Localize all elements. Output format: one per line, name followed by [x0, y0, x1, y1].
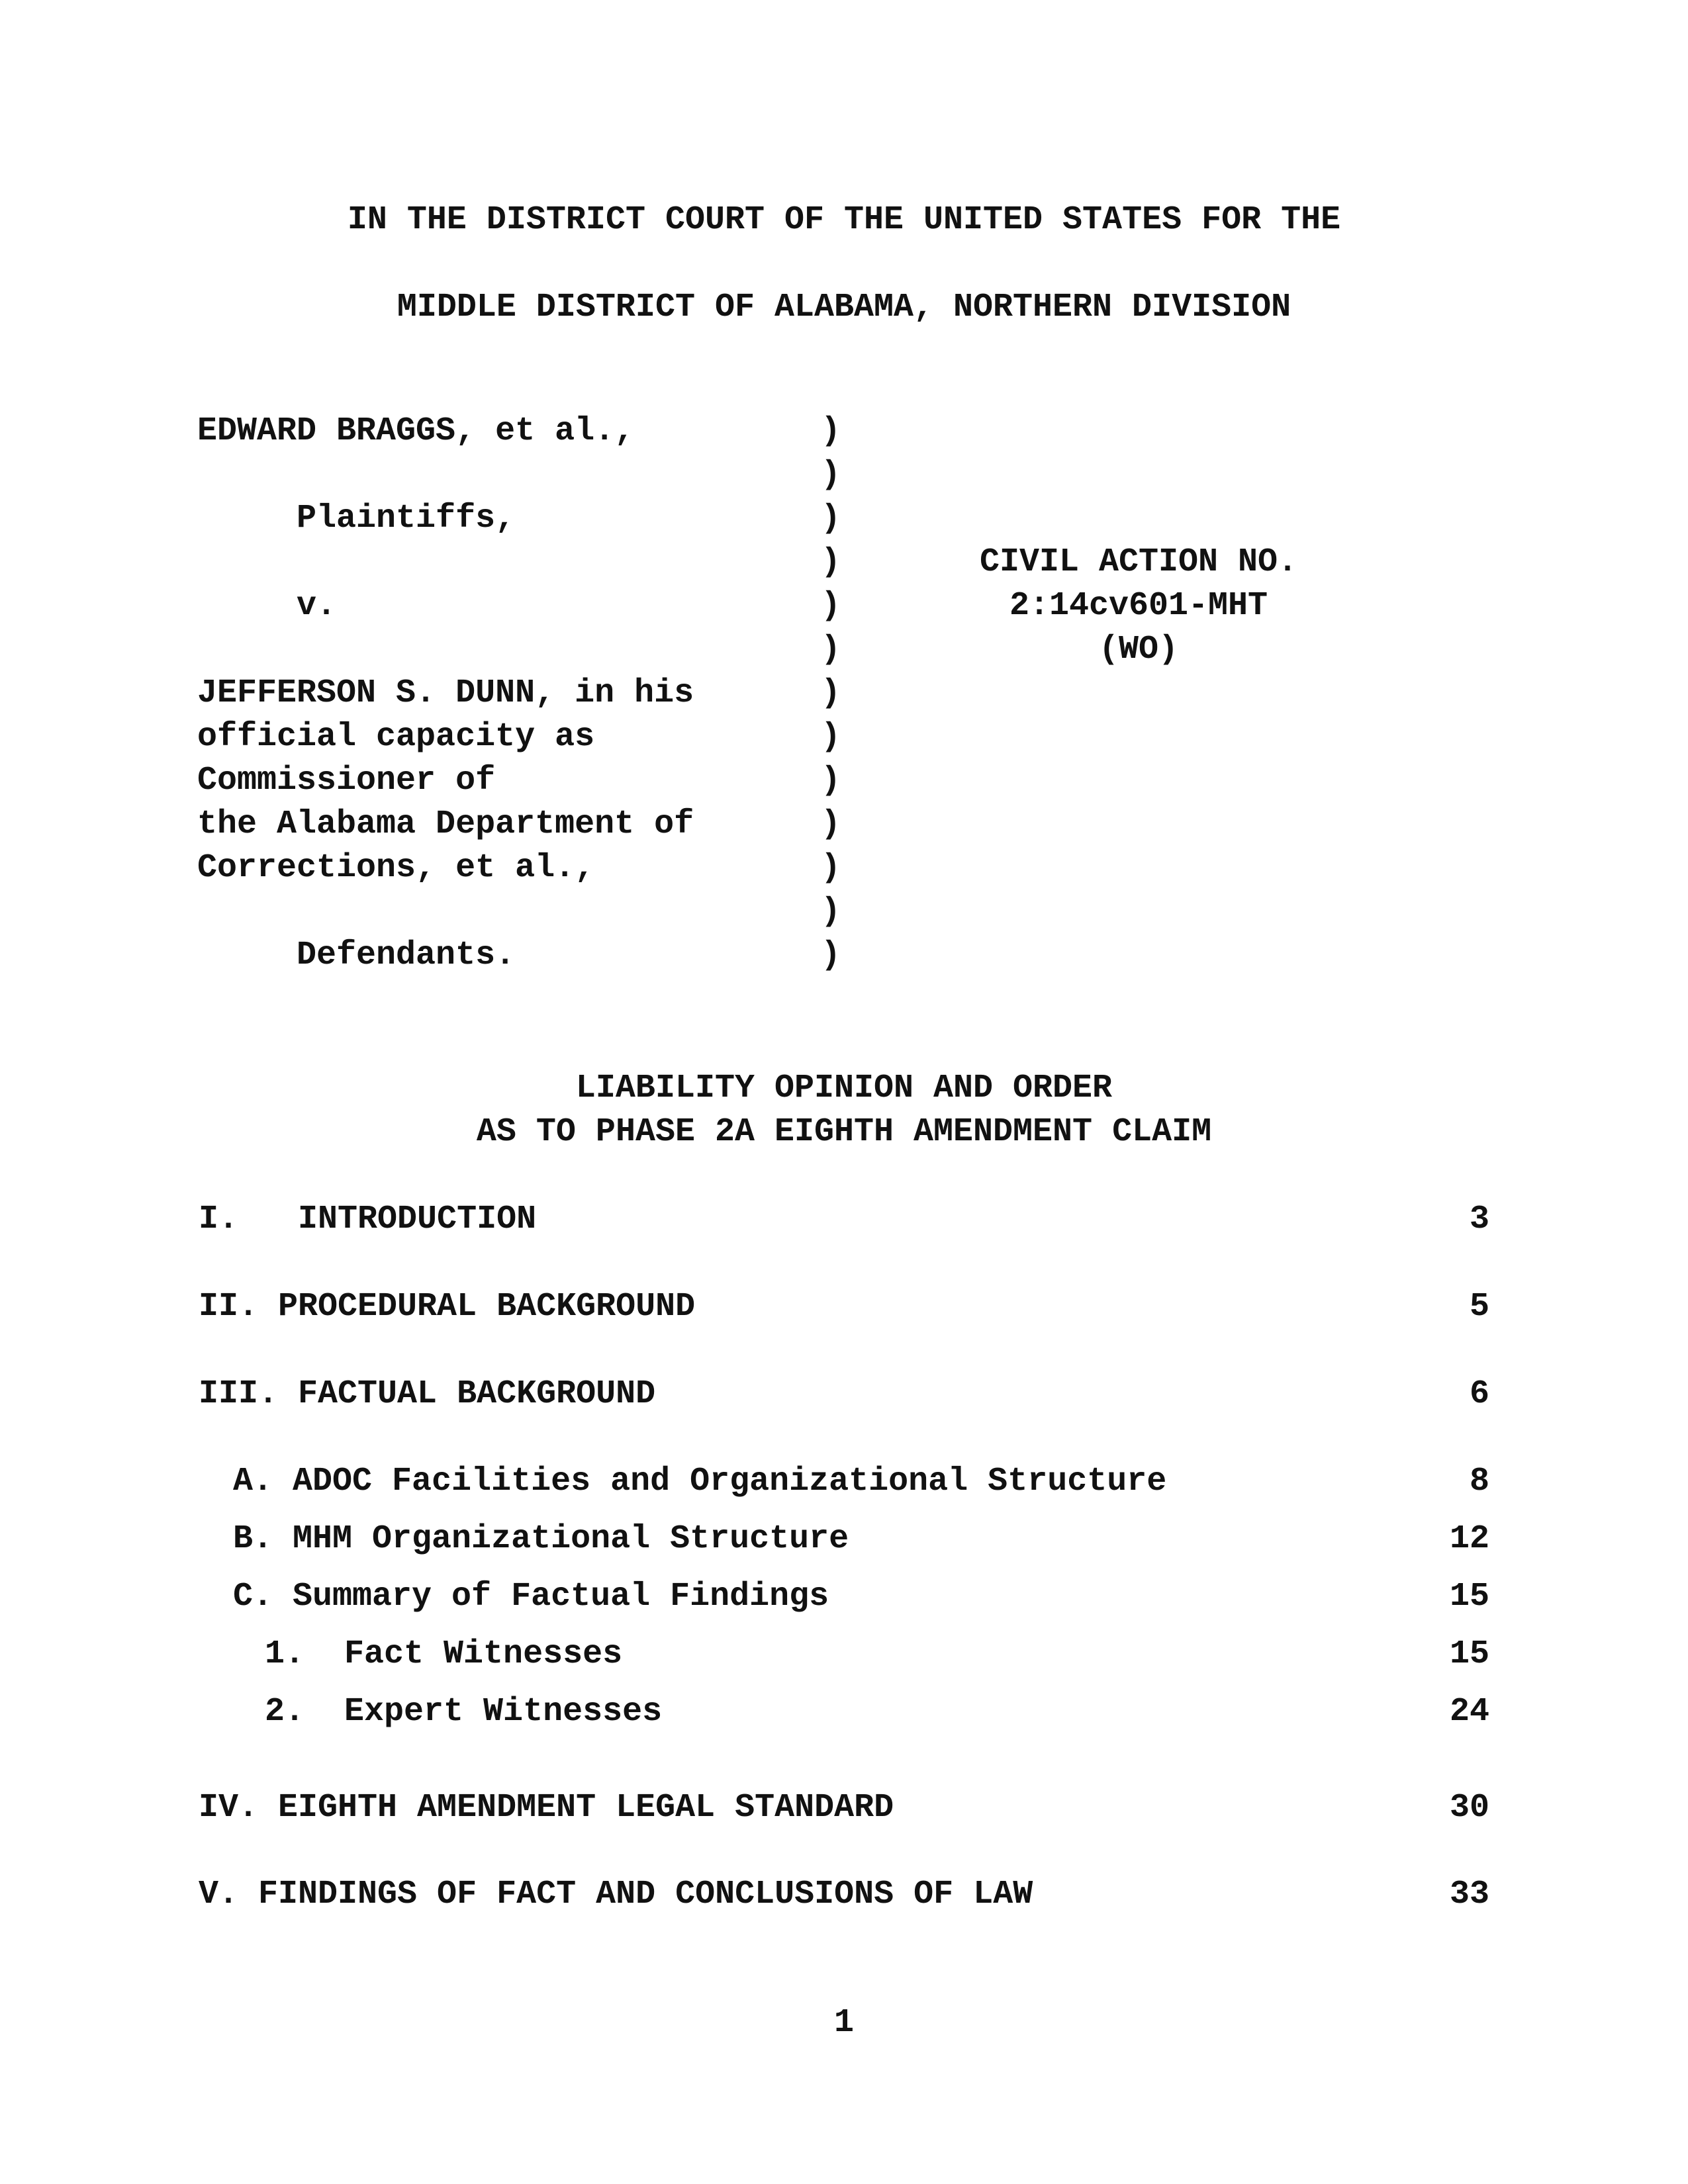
caption-line: the Alabama Department of: [197, 805, 694, 843]
court-heading-line-2: MIDDLE DISTRICT OF ALABAMA, NORTHERN DIVISION: [397, 289, 1291, 326]
caption-line: Corrections, et al.,: [197, 849, 595, 887]
paren: ): [821, 456, 841, 494]
toc-entry-label: B. MHM Organizational Structure: [233, 1520, 849, 1558]
paren: ): [821, 805, 841, 843]
paren: ): [821, 718, 841, 756]
toc-entry-label: C. Summary of Factual Findings: [233, 1578, 829, 1615]
paren: ): [821, 631, 841, 668]
toc-entry-page: 33: [1449, 1876, 1489, 1913]
toc-entry-label: IV. EIGHTH AMENDMENT LEGAL STANDARD: [199, 1789, 894, 1827]
civil-action-label: CIVIL ACTION NO.: [979, 543, 1298, 581]
toc-entry-label: II. PROCEDURAL BACKGROUND: [199, 1288, 696, 1326]
caption-line: Defendants.: [197, 936, 516, 974]
paren: ): [821, 587, 841, 625]
caption-line: EDWARD BRAGGS, et al.,: [197, 412, 635, 450]
toc-entry-label: III. FACTUAL BACKGROUND: [199, 1375, 656, 1413]
paren: ): [821, 893, 841, 931]
toc-entry-page: 30: [1449, 1789, 1489, 1827]
toc-entry-label: 2. Expert Witnesses: [265, 1693, 663, 1731]
toc-entry-page: 12: [1449, 1520, 1489, 1558]
toc-entry-label: V. FINDINGS OF FACT AND CONCLUSIONS OF LAW: [199, 1876, 1033, 1913]
paren: ): [821, 412, 841, 450]
paren: ): [821, 762, 841, 799]
toc-entry-page: 5: [1469, 1288, 1489, 1326]
document-title-line-1: LIABILITY OPINION AND ORDER: [575, 1069, 1113, 1107]
case-designation: (WO): [1098, 631, 1179, 668]
paren: ): [821, 674, 841, 712]
paren: ): [821, 500, 841, 537]
toc-entry-page: 3: [1469, 1201, 1489, 1238]
paren: ): [821, 849, 841, 887]
toc-entry-page: 24: [1449, 1693, 1489, 1731]
paren: ): [821, 543, 841, 581]
caption-line: v.: [197, 587, 337, 625]
toc-entry-label: I. INTRODUCTION: [199, 1201, 537, 1238]
toc-entry-page: 6: [1469, 1375, 1489, 1413]
toc-entry-label: 1. Fact Witnesses: [265, 1635, 623, 1673]
toc-entry-page: 8: [1469, 1463, 1489, 1500]
case-number: 2:14cv601-MHT: [1009, 587, 1268, 625]
page-number: 1: [833, 2004, 854, 2042]
paren: ): [821, 936, 841, 974]
caption-line: JEFFERSON S. DUNN, in his: [197, 674, 694, 712]
toc-entry-label: A. ADOC Facilities and Organizational Structure: [233, 1463, 1167, 1500]
toc-entry-page: 15: [1449, 1635, 1489, 1673]
toc-entry-page: 15: [1449, 1578, 1489, 1615]
caption-line: Plaintiffs,: [197, 500, 516, 537]
caption-line: Commissioner of: [197, 762, 496, 799]
court-heading-line-1: IN THE DISTRICT COURT OF THE UNITED STATES FOR THE: [347, 201, 1341, 239]
document-title-line-2: AS TO PHASE 2A EIGHTH AMENDMENT CLAIM: [476, 1113, 1212, 1151]
caption-line: official capacity as: [197, 718, 595, 756]
